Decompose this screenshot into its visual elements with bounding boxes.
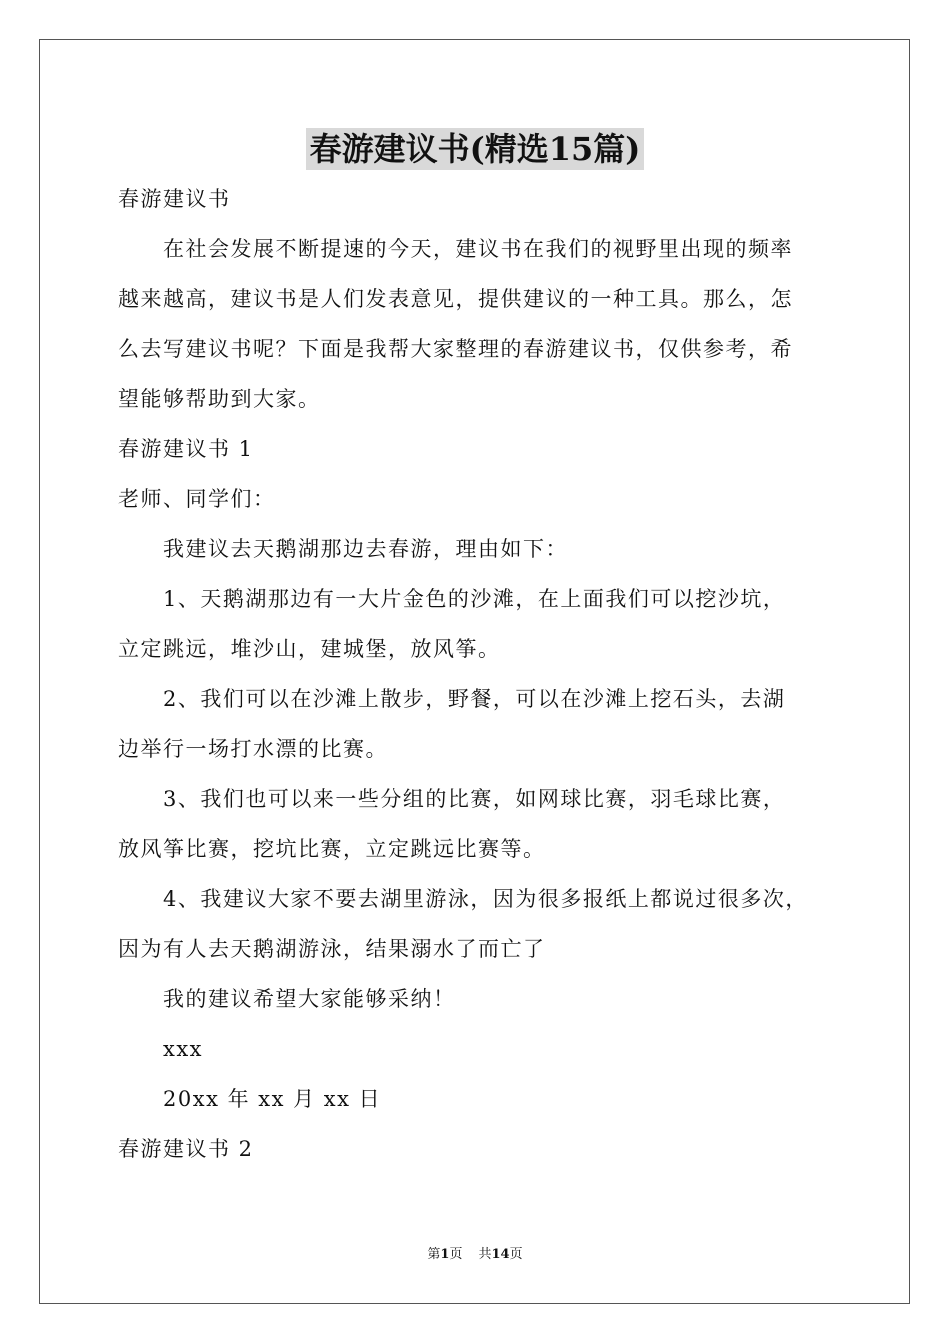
list-item: 3、我们也可以来一些分组的比赛，如网球比赛，羽毛球比赛， [163, 787, 786, 811]
paragraph-line: 因为有人去天鹅湖游泳，结果溺水了而亡了 [118, 937, 546, 961]
paragraph-line: 越来越高，建议书是人们发表意见，提供建议的一种工具。那么，怎 [118, 287, 793, 311]
section-heading: 春游建议书 [118, 187, 231, 211]
list-item: 4、我建议大家不要去湖里游泳，因为很多报纸上都说过很多次， [163, 887, 808, 911]
paragraph-line: 在社会发展不断提速的今天，建议书在我们的视野里出现的频率 [163, 237, 793, 261]
list-item: 1、天鹅湖那边有一大片金色的沙滩，在上面我们可以挖沙坑， [163, 587, 786, 611]
signature: xxx [163, 1037, 204, 1061]
page-suffix: 页 [449, 1247, 463, 1262]
list-item: 2、我们可以在沙滩上散步，野餐，可以在沙滩上挖石头，去湖 [163, 687, 786, 711]
closing-line: 我的建议希望大家能够采纳！ [163, 987, 456, 1011]
date-line: 20xx 年 xx 月 xx 日 [163, 1087, 382, 1111]
paragraph-line: 么去写建议书呢？下面是我帮大家整理的春游建议书，仅供参考，希 [118, 337, 793, 361]
paragraph-line: 放风筝比赛，挖坑比赛，立定跳远比赛等。 [118, 837, 546, 861]
total-prefix: 共 [478, 1247, 492, 1262]
total-suffix: 页 [509, 1247, 523, 1262]
document-title: 春游建议书(精选15篇) [306, 128, 645, 170]
page-border [39, 39, 910, 1304]
section-heading: 春游建议书 1 [118, 437, 254, 461]
paragraph-line: 边举行一场打水漂的比赛。 [118, 737, 388, 761]
document-title-container [0, 128, 950, 172]
paragraph-line: 望能够帮助到大家。 [118, 387, 321, 411]
paragraph-line: 我建议去天鹅湖那边去春游，理由如下： [163, 537, 568, 561]
salutation: 老师、同学们： [118, 487, 276, 511]
section-heading: 春游建议书 2 [118, 1137, 254, 1161]
page-number: 1 [440, 1247, 450, 1262]
paragraph-line: 立定跳远，堆沙山，建城堡，放风筝。 [118, 637, 501, 661]
total-pages: 14 [491, 1247, 510, 1262]
page-footer [0, 1246, 950, 1264]
page-prefix: 第 [427, 1247, 441, 1262]
